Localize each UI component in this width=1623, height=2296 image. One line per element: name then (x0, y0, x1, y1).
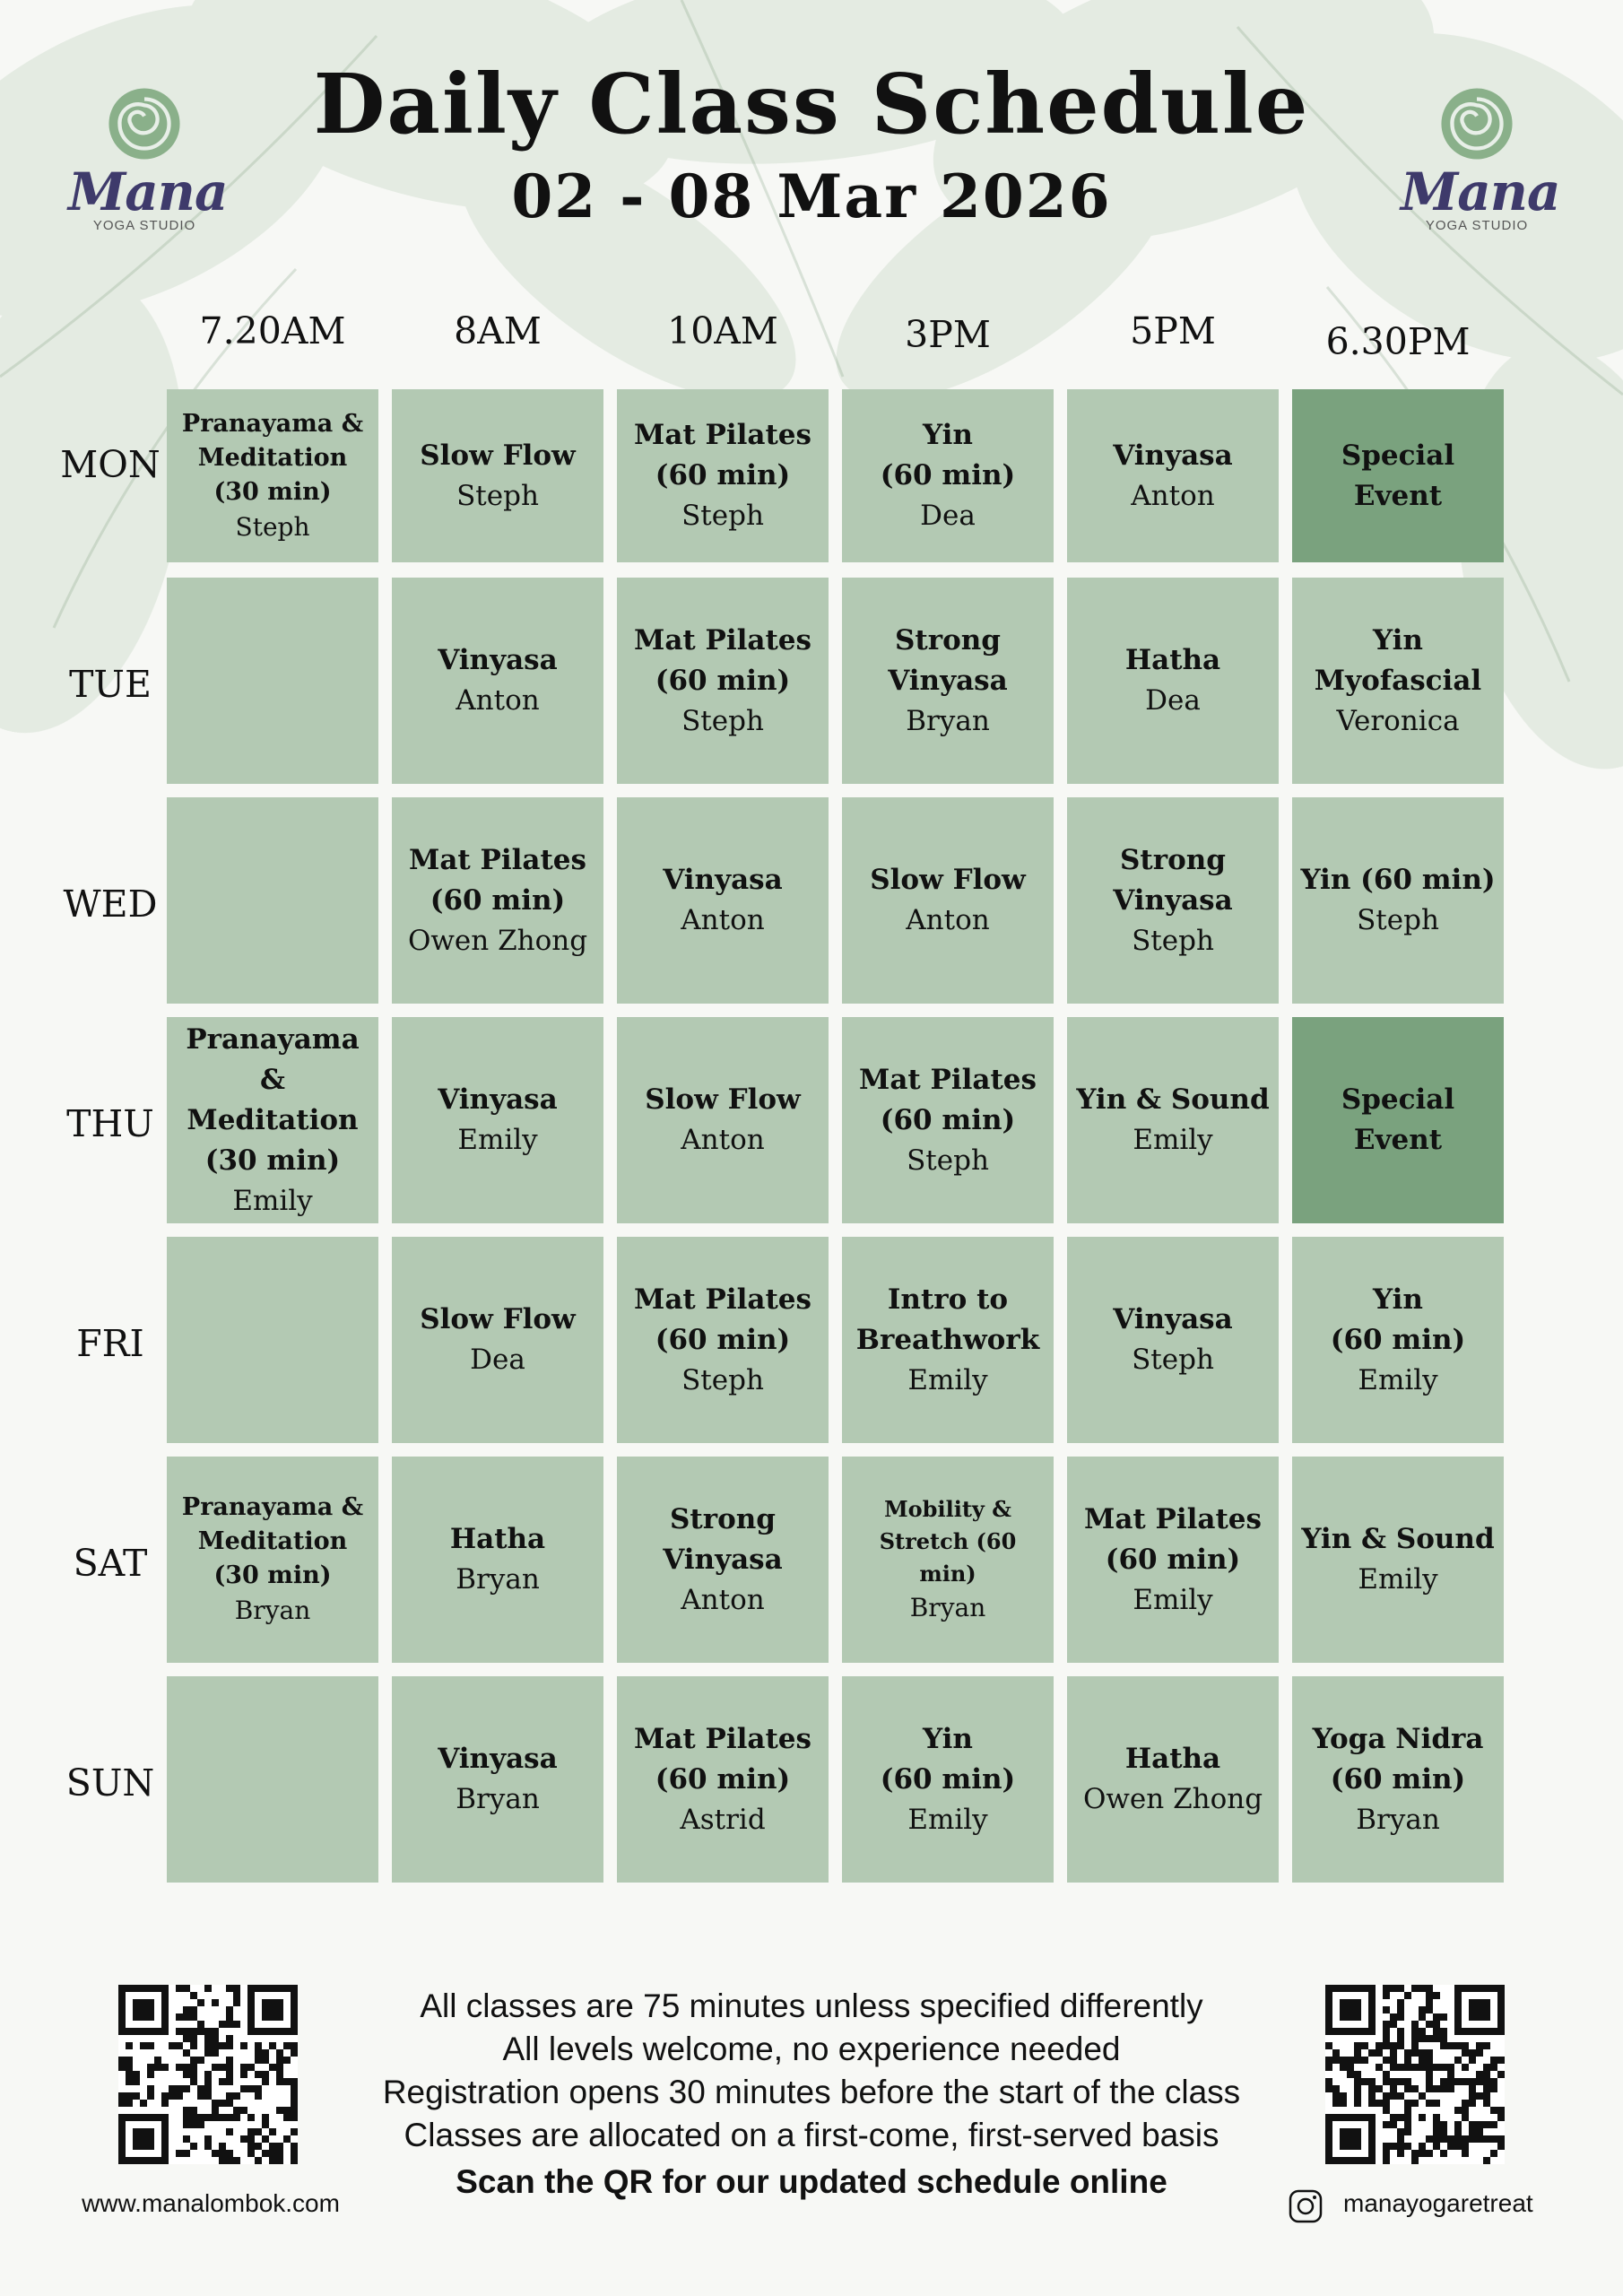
class-name: Slow Flow (420, 1303, 576, 1335)
class-name: Yoga Nidra (60 min) (1312, 1722, 1484, 1796)
class-cell (392, 578, 603, 784)
teacher-name: Emily (1358, 1363, 1438, 1396)
day-label: TUE (69, 663, 152, 706)
brand-name: Mana (1401, 161, 1560, 222)
class-name: Mobility & Stretch (60 min) (879, 1496, 1017, 1587)
note-registration: Registration opens 30 minutes before the start of the class (382, 2074, 1241, 2110)
class-name: Yin (60 min) (1300, 864, 1496, 896)
class-name: Vinyasa (438, 644, 558, 676)
day-label: FRI (76, 1322, 144, 1365)
teacher-name: Anton (906, 904, 990, 936)
teacher-name: Steph (681, 704, 764, 737)
class-cell (1292, 578, 1504, 784)
brand-tagline: YOGA STUDIO (1425, 218, 1529, 233)
teacher-name: Emily (907, 1803, 988, 1836)
empty-slot (167, 1237, 378, 1443)
teacher-name: Bryan (909, 1593, 986, 1622)
teacher-name: Dea (920, 500, 976, 532)
class-cell (617, 797, 829, 1004)
teacher-name: Steph (456, 479, 539, 512)
class-cell (617, 578, 829, 784)
class-cell (1067, 578, 1279, 784)
class-cell (617, 1237, 829, 1443)
teacher-name: Bryan (456, 1563, 540, 1596)
class-cell (1067, 389, 1279, 562)
instagram-icon[interactable] (1288, 2188, 1324, 2224)
class-cell (617, 1676, 829, 1883)
class-name: Hatha (449, 1523, 546, 1555)
day-label: THU (66, 1102, 154, 1145)
class-cell (1067, 1457, 1279, 1663)
class-name: Intro to Breathwork (855, 1283, 1040, 1356)
date-range: 02 - 08 Mar 2026 (511, 161, 1112, 231)
teacher-name: Bryan (906, 704, 990, 737)
teacher-name: Owen Zhong (1082, 1783, 1263, 1815)
teacher-name: Dea (1145, 684, 1201, 717)
class-cell (1067, 1017, 1279, 1223)
class-name: Yin Myofascial (1314, 623, 1482, 697)
class-cell (392, 1457, 603, 1663)
spiral-logo-icon (106, 85, 183, 162)
class-name: Mat Pilates (60 min) (634, 1283, 812, 1356)
qr-code-icon[interactable] (118, 1985, 298, 2164)
teacher-name: Bryan (1356, 1803, 1440, 1836)
class-cell (1292, 1017, 1504, 1223)
teacher-name: Bryan (456, 1783, 540, 1815)
time-header: 10AM (667, 309, 778, 352)
class-cell (392, 1017, 603, 1223)
teacher-name: Steph (235, 511, 310, 542)
class-cell (842, 389, 1054, 562)
qr-code-icon[interactable] (1325, 1985, 1505, 2164)
note-allocation: Classes are allocated on a first-come, first-served basis (404, 2117, 1219, 2153)
time-header: 3PM (905, 313, 991, 356)
class-cell (842, 1676, 1054, 1883)
teacher-name: Emily (232, 1184, 313, 1217)
teacher-name: Owen Zhong (407, 924, 588, 957)
teacher-name: Astrid (680, 1803, 766, 1836)
class-cell (1292, 1457, 1504, 1663)
class-name: Mat Pilates (60 min) (634, 1722, 812, 1796)
teacher-name: Dea (470, 1344, 525, 1376)
class-name: Vinyasa (663, 864, 783, 896)
teacher-name: Emily (1133, 1583, 1213, 1616)
class-name: Yin & Sound (1076, 1083, 1270, 1116)
class-name: Slow Flow (870, 864, 1026, 896)
class-cell (392, 1676, 603, 1883)
class-name: Pranayama & Meditation (30 min) (181, 1493, 364, 1589)
class-name: Yin (60 min) (880, 419, 1016, 491)
class-name: Hatha (1124, 1743, 1221, 1775)
brand-name: Mana (68, 161, 228, 222)
day-label: WED (63, 883, 158, 926)
brand-logo-left (68, 85, 228, 233)
teacher-name: Anton (456, 684, 540, 717)
class-cell (842, 1237, 1054, 1443)
class-name: Slow Flow (420, 439, 576, 472)
class-cell (842, 1017, 1054, 1223)
class-cell (617, 1457, 829, 1663)
brand-tagline: YOGA STUDIO (92, 218, 196, 233)
class-cell (842, 1457, 1054, 1663)
class-cell (392, 389, 603, 562)
teacher-name: Steph (681, 1363, 764, 1396)
teacher-name: Emily (1358, 1563, 1438, 1596)
teacher-name: Emily (1133, 1124, 1213, 1156)
class-name: Vinyasa (438, 1083, 558, 1116)
class-name: Mat Pilates (60 min) (1084, 1502, 1262, 1576)
day-label: SUN (65, 1761, 155, 1805)
teacher-name: Steph (1357, 904, 1439, 936)
teacher-name: Steph (907, 1144, 989, 1177)
class-name: Vinyasa (1113, 439, 1233, 472)
class-cell (392, 1237, 603, 1443)
teacher-name: Emily (907, 1363, 988, 1396)
class-name: Yin (60 min) (1330, 1283, 1466, 1356)
class-cell (167, 389, 378, 562)
day-label: SAT (73, 1542, 148, 1585)
brand-logo-right (1401, 85, 1560, 233)
time-header: 6.30PM (1325, 320, 1471, 363)
teacher-name: Steph (1132, 1344, 1214, 1376)
class-name: Mat Pilates (60 min) (634, 419, 812, 491)
teacher-name: Anton (681, 1124, 765, 1156)
class-cell (167, 1017, 378, 1223)
teacher-name: Anton (1131, 479, 1215, 512)
class-cell (167, 1457, 378, 1663)
class-name: Mat Pilates (60 min) (409, 843, 586, 917)
time-header: 5PM (1130, 309, 1216, 352)
class-name: Pranayama & Meditation (30 min) (186, 1022, 360, 1177)
class-cell (842, 578, 1054, 784)
class-name: Yin & Sound (1301, 1523, 1495, 1555)
note-scan-qr: Scan the QR for our updated schedule online (456, 2163, 1167, 2200)
class-name: Strong Vinyasa (1113, 843, 1233, 917)
class-name: Hatha (1124, 644, 1221, 676)
note-duration: All classes are 75 minutes unless specified differently (420, 1987, 1203, 2024)
class-name: Special Event (1341, 1083, 1455, 1156)
class-name: Strong Vinyasa (888, 623, 1008, 697)
instagram-handle[interactable]: manayogaretreat (1343, 2189, 1533, 2217)
teacher-name: Bryan (234, 1596, 311, 1625)
empty-slot (167, 578, 378, 784)
teacher-name: Anton (681, 1583, 765, 1616)
teacher-name: Emily (457, 1124, 538, 1156)
class-name: Slow Flow (645, 1083, 801, 1116)
spiral-logo-icon (1438, 85, 1515, 162)
teacher-name: Anton (681, 904, 765, 936)
day-label: MON (60, 443, 161, 486)
teacher-name: Steph (1132, 924, 1214, 957)
class-name: Mat Pilates (60 min) (859, 1063, 1037, 1136)
class-name: Pranayama & Meditation (30 min) (181, 409, 364, 506)
class-name: Vinyasa (438, 1743, 558, 1775)
empty-slot (167, 1676, 378, 1883)
class-name: Strong Vinyasa (663, 1502, 783, 1576)
class-cell (1067, 1237, 1279, 1443)
note-levels: All levels welcome, no experience needed (502, 2031, 1121, 2067)
time-header: 7.20AM (199, 309, 346, 352)
class-cell (1292, 1676, 1504, 1883)
class-name: Mat Pilates (60 min) (634, 623, 812, 697)
class-cell (1292, 797, 1504, 1004)
class-cell (617, 389, 829, 562)
class-name: Yin (60 min) (880, 1722, 1016, 1796)
class-name: Special Event (1341, 439, 1455, 512)
page-title: Daily Class Schedule (313, 56, 1310, 152)
time-header: 8AM (454, 309, 542, 352)
class-cell (617, 1017, 829, 1223)
teacher-name: Steph (681, 500, 764, 532)
class-cell (1292, 389, 1504, 562)
class-cell (1067, 797, 1279, 1004)
class-cell (842, 797, 1054, 1004)
class-cell (1292, 1237, 1504, 1443)
schedule-notes (341, 1985, 1282, 2204)
website-link[interactable]: www.manalombok.com (82, 2189, 340, 2217)
empty-slot (167, 797, 378, 1004)
class-cell (392, 797, 603, 1004)
class-name: Vinyasa (1113, 1303, 1233, 1335)
teacher-name: Veronica (1336, 704, 1460, 737)
class-cell (1067, 1676, 1279, 1883)
